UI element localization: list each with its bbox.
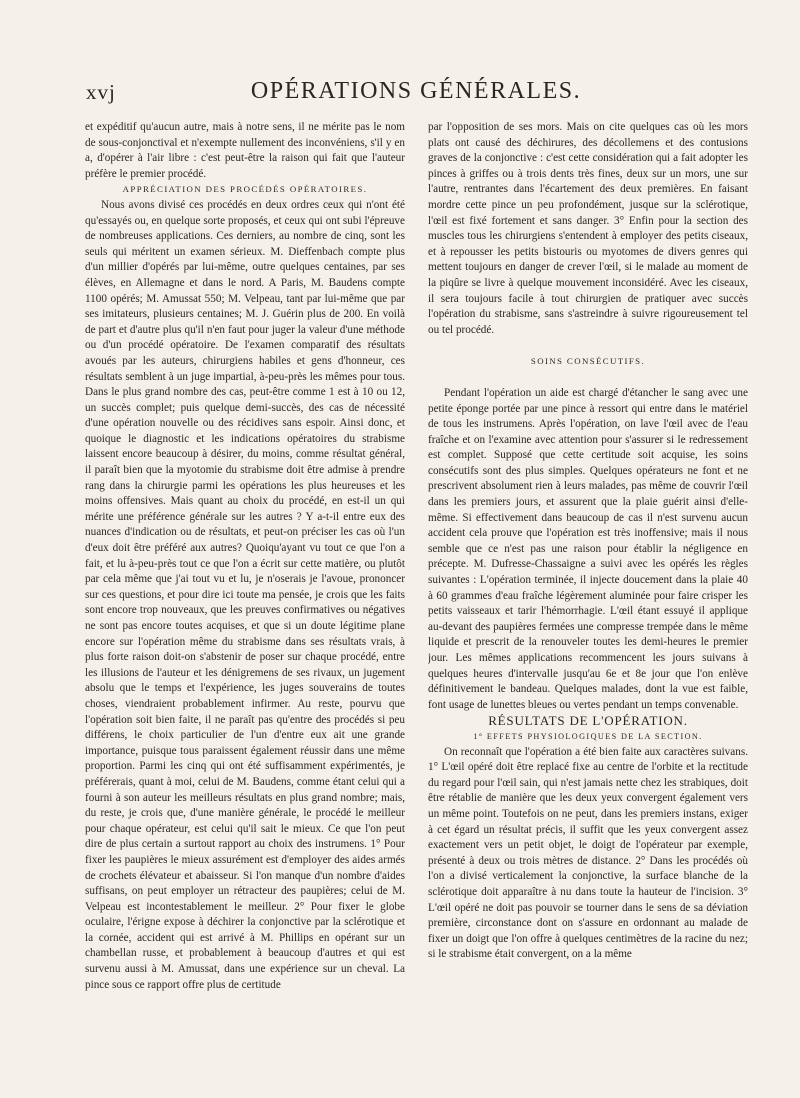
right-column (428, 120, 748, 1038)
paragraph: Pendant l'opération un aide est chargé d'étancher le sang avec une petite éponge portée par une pince à ressort qui entre dans le matériel de tous les instrumens. Après l'opération, on lave l'œil avec de l'eau fraîche et on l'examine avec attention pour s'assurer si le redressement est complet. Supposé que cette certitude soit acquise, les soins consécutifs sont des plus simples. Quelques opérateurs ne font et ne prescrivent absolument rien à leurs malades, pas même de couvrir l'œil dans les premiers jours, et assurent que la plaie guérit ainsi d'elle-même. Si effectivement dans beaucoup de cas il n'est survenu aucun accident cela prouve que l'opération est très inoffensive; mais il nous semble que ce n'est pas une raison pour établir la négligence en précepte. M. Dufresse-Chassaigne a suivi avec les opérés les règles suivantes : L'opération terminée, il injecte doucement dans la plaie 40 à 60 grammes d'eau fraîche légèrement aluminée pour faire crisper les petits vaisseaux et tarir l'hémorrhagie. L'œil étant essuyé il applique au-devant des paupières fermées une compresse trempée dans le même liquide et prescrit de la renouveler toutes les demi-heures le premier jour. Les mêmes applications recommencent les jours suivans à quelques heures d'intervalle jusqu'au 6e et 8e jour que l'on enlève définitivement le bandeau. Quelques malades, dont la vue est faible, font usage de lunettes bleues ou vertes pendant un temps convenable. (428, 386, 748, 711)
subsection-heading: 1° EFFETS PHYSIOLOGIQUES DE LA SECTION. (473, 731, 703, 741)
left-column (85, 120, 405, 1038)
section-heading: SOINS CONSÉCUTIFS. (530, 356, 646, 367)
paragraph: On reconnaît que l'opération a été bien faite aux caractères suivans. 1° L'œil opéré doit être replacé fixe au centre de l'orbite et la rectitude du regard pour l'œil sain, qui n'est jamais nette chez les strabiques, doit être rétablie de manière que les deux yeux convergent également vers un même point. Toutefois on ne peut, dans les premiers instans, exiger à cet égard un résultat précis, il suffit que les yeux convergent assez exactement vers un petit objet, le doigt de l'opérateur par exemple, présenté à deux ou trois mètres de distance. 2° Dans les procédés où l'on a divisé verticalement la conjonctive, la surface blanche de la sclérotique doit apparaître à nu dans toute la hauteur de l'incision. 3° L'œil opéré ne doit pas pouvoir se tourner dans le sens de sa déviation première, circonstance dont on s'assure en ordonnant au malade de fixer un doigt que l'on offre à quelques centimètres de la racine du nez; si le strabisme était convergent, on a la même (428, 745, 748, 961)
section-heading: APPRÉCIATION DES PROCÉDÉS OPÉRATOIRES. (122, 184, 368, 195)
paragraph: Nous avons divisé ces procédés en deux ordres ceux qui n'ont été qu'essayés ou, en quelque sorte proposés, et ceux qui ont subi l'épreuve de nombreuses applications. Ces derniers, au nombre de cinq, sont les seuls qui méritent un examen sérieux. M. Dieffenbach compte plus d'un millier d'opérés par lui-même, outre quelques centaines, par ses élèves, en Allemagne et dans le nord. A Paris, M. Baudens compte 1100 opérés; M. Amussat 550; M. Velpeau, tant par lui-même que par ses imitateurs, plusieurs centaines; M. J. Guérin plus de 200. En voilà de part et d'autre plus qu'il n'en faut pour juger la valeur d'une méthode ou d'un procédé opératoire. De l'examen comparatif des résultats avoués par les auteurs, chirurgiens habiles et gens d'honneur, ces résultats semblent à un juge impartial, à-peu-près les mêmes pour tous. Dans le plus grand nombre des cas, peut-être comme 1 est à 10 ou 12, un succès complet; puis quelque demi-succès, des cas de nécessité d'une opération nouvelle ou des récidives sans espoir. Ainsi donc, et quoique le diagnostic et les indications opératoires du strabisme laissent encore beaucoup à désirer, du moins, comme résultat général, il paraît bien que la myotomie du strabisme doit être admise à prendre rang dans la chirurgie parmi les opérations les plus heureuses et les moins offensives. Mais quant au choix du procédé, en est-il un qui mérite une préférence générale sur les autres ? Y a-t-il entre eux des nuances d'indication ou de résultats, et peut-on préciser les cas où l'un d'eux doit être préféré aux autres? Quoiqu'ayant vu tout ce que l'on a fait, et lu à-peu-près tout ce que l'on a écrit sur cette matière, ou plutôt par cela même que j'ai tout vu et lu, je n'oserais je l'avoue, prononcer sur ces questions, et pour dire ici toute ma pensée, je crois que les faits sont encore trop nouveaux, que les preuves confirmatives ou négatives ne sont pas encore toutes acquises, et que si un doute légitime plane encore sur l'opération même du strabisme dans ses résultats vrais, à plus forte raison doit-on s'abstenir de poser sur chaque procédé, entre les illusions de l'auteur et les dénigremens de ses rivaux, un jugement absolu que le temps et l'expérience, les juges souverains de toutes choses, viendraient probablement infirmer. Au reste, pourvu que l'opération soit bien faite, il ne paraît pas qu'entre des procédés si peu différens, le choix particulier de l'un d'entre eux ait une grande importance, puisque tous paraissent également réussir dans une même proportion. Parmi les cinq qui ont été suffisamment expérimentés, je préférerais, quant à moi, celui de M. Baudens, comme étant celui qui a fourni à son auteur les meilleurs résultats en plus grand nombre; mais, du reste, je crois que, d'une manière générale, le procédé le meilleur pour chaque opérateur, est celui qu'il sait le mieux. Ce que l'on peut dire de plus certain a surtout rapport au choix des instrumens. 1° Pour fixer les paupières le mieux assurément est d'employer des aides armés de crochets élévateur et abaisseur. Si l'on manque d'un nombre d'aides suffisans, on peut employer un rétracteur des paupières; celui de M. Velpeau est incontestablement le meilleur. 2° Pour fixer le globe oculaire, l'érigne expose à déchirer la conjonctive par la sclérotique et la cornée, accident qui est arrivé à M. Phillips en opérant sur un chambellan russe, et probablement à beaucoup d'autres et qui est survenu aussi à M. Amussat, dans une expérience sur un cheval. La pince sous ce rapport offre plus de certitude (85, 198, 405, 991)
page-header (86, 78, 746, 118)
running-title: OPÉRATIONS GÉNÉRALES. (250, 78, 582, 104)
paragraph: par l'opposition de ses mors. Mais on cite quelques cas où les mors plats ont causé des déchirures, des décollemens et des contusions graves de la conjonctive : c'est cette considération qui a fait adopter les pinces à griffes ou à trois dents très fines, deux sur un mors, une sur l'autre, rentrantes dans l'écartement des deux premières. En faisant mordre cette pince un peu profondément, jusque sur la sclérotique, l'œil est fixé fortement et sans danger. 3° Enfin pour la section des muscles tous les chirurgiens s'entendent à employer des petits ciseaux, et à repousser les petits bistouris ou myotomes de divers genres qui mettent toujours en danger de crever l'œil, si le malade au moment de la piqûre se livre à quelque mouvement inconsidéré. Avec les ciseaux, il sera toujours facile à tout chirurgien de pratiquer avec succès l'opération du strabisme, sans s'astreindre à suivre rigoureusement tel ou tel procédé. (428, 121, 748, 336)
section-heading: RÉSULTATS DE L'OPÉRATION. (488, 713, 688, 729)
paragraph: et expéditif qu'aucun autre, mais à notre sens, il ne mérite pas le nom de sous-conjonctival et n'exempte nullement des inconvéniens, s'il y en a, d'opérer à l'air libre : c'est peut-être la raison qui fait que l'auteur préfère le premier procédé. (85, 121, 405, 180)
page-number: xvj (86, 80, 116, 104)
